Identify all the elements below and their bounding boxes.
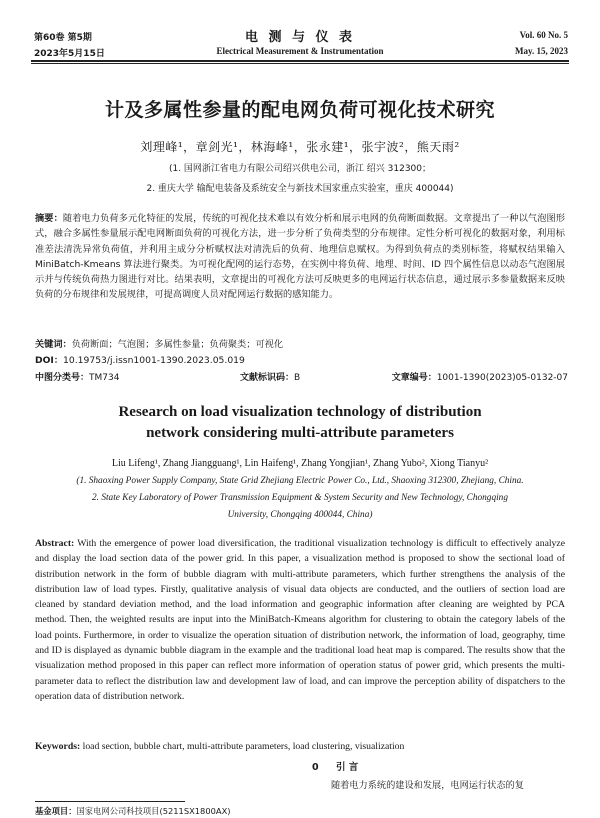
keywords-en-label: Keywords:	[35, 741, 81, 752]
affiliation-en-2: 2. State Key Laboratory of Power Transmission Equipment & System Security and New Technology, Chongqing	[92, 493, 508, 503]
affiliation-en-1: (1. Shaoxing Power Supply Company, State Grid Zhejiang Electric Power Co., Ltd., Shaoxing 312300, Zhejiang, China.	[76, 476, 524, 486]
abstract-cn-label: 摘要：	[35, 213, 63, 224]
article-no-line	[392, 370, 568, 383]
doi-label: DOI：	[35, 355, 64, 366]
abstract-en-label: Abstract:	[35, 538, 75, 549]
doc-code-value: B	[294, 373, 301, 383]
funding-label: 基金项目：	[35, 806, 77, 816]
header-rule	[31, 60, 569, 62]
clc-value: TM734	[89, 373, 120, 383]
paper-title-cn: 计及多属性参量的配电网负荷可视化技术研究	[104, 99, 495, 121]
abstract-cn	[35, 211, 565, 303]
footnote-rule	[35, 801, 185, 802]
doc-code-line	[240, 370, 300, 383]
affiliation-cn-1: (1. 国网浙江省电力有限公司绍兴供电公司，浙江 绍兴 312300；	[168, 164, 432, 174]
clc-line	[35, 370, 119, 383]
header-rule-thin	[31, 63, 569, 64]
abstract-en	[35, 536, 565, 704]
section-number: 0	[312, 762, 319, 773]
header-volume-en: Vol. 60 No. 5	[519, 30, 568, 40]
abstract-cn-text: 随着电力负荷多元化特征的发展，传统的可视化技术难以有效分析和展示电网的负荷断面数据。文章提出了一种以气泡图形式，融合多属性参量展示配电网断面负荷的可视化方法，进一步分析了负荷类型的分布规律。定性分析可视化的数据对象，利用标准差法清洗异常负荷值，并利用主成分分析赋权法对清洗后的负荷、地理信息赋权。为得到负荷点的类别标签，将赋权结果输入 MiniBatch-Kmeans 算法进行聚类。为可视化配网的运行态势，在实例中将负荷、地理、时间、ID 四个属性信息以动态气泡图展示并与传统负荷热力图进行对比。结果表明，文章提出的可视化方法可反映更多的电网运行状态信息，通过展示多参量数据来反映负荷的分布规律和发展规律，可提高调度人员对配网运行数据的感知能力。	[35, 213, 566, 301]
doc-code-label: 文献标识码：	[240, 373, 295, 383]
keywords-en-text: load section, bubble chart, multi-attribute parameters, load clustering, visualization	[82, 741, 405, 752]
article-no-value: 1001-1390(2023)05-0132-07	[436, 373, 568, 383]
doi-line	[35, 353, 565, 368]
funding-text: 国家电网公司科技项目(5211SX1800AX)	[76, 806, 231, 816]
article-no-label: 文章编号：	[391, 373, 437, 383]
section-title: 引 言	[335, 762, 359, 773]
header-journal-cn: 电 测 与 仪 表	[244, 30, 356, 45]
header-date-cn: 2023年5月15日	[34, 49, 105, 59]
keywords-cn	[35, 337, 565, 352]
abstract-en-text: With the emergence of power load diversification, the traditional visualization technology is difficult to effectively analyze and display the load section data of the power grid. In this paper, a visualization method is proposed to show the sectional load of distribution network in the form of bubble diagram with multi-attribute parameters, which further strengthens the analysis of the distribution law of load types. Firstly, qualitative analysis of visual data objects are conducted, and the outliers of section load are cleaned by standard deviation method, and the load information and geographic information after cleaning are weighted by PCA method. Then, the weighted results are input into the MiniBatch-Kmeans algorithm for clustering to obtain the category labels of the load points. Furthermore, in order to visualize the operation situation of distribution network, the information of load, geography, time and ID is displayed as dynamic bubble diagram in the example and the traditional load heat map is compared. The results show that the visualization method proposed in this paper can reflect more information of operation status of power grid, which presents the multi-parameter data to reflect the distribution law and development law of load, and can improve the perception ability of dispatchers to the operation data of distribution network.	[35, 538, 565, 702]
header-journal-en: Electrical Measurement & Instrumentation	[216, 46, 384, 56]
paper-title-en-line-2: network considering multi-attribute parameters	[146, 425, 454, 441]
authors-cn: 刘理峰¹，章剑光¹，林海峰¹，张永建¹，张宇波²，熊天雨²	[140, 140, 460, 154]
keywords-en	[35, 739, 565, 754]
authors-en: Liu Lifeng¹, Zhang Jiangguang¹, Lin Haifeng¹, Zhang Yongjian¹, Zhang Yubo², Xiong Tianyu²	[111, 458, 489, 469]
header-date-en: May. 15, 2023	[515, 46, 568, 56]
section-heading	[312, 759, 358, 773]
intro-first-line: 随着电力系统的建设和发展，电网运行状态的复	[331, 780, 524, 791]
header-volume-cn: 第60卷 第5期	[34, 33, 92, 43]
affiliation-cn-2: 2. 重庆大学 输配电装备及系统安全与新技术国家重点实验室，重庆 400044)	[146, 184, 454, 194]
funding-note	[35, 805, 230, 817]
keywords-cn-text: 负荷断面；气泡图；多属性参量；负荷聚类；可视化	[71, 339, 284, 350]
doi-value[interactable]: 10.19753/j.issn1001-1390.2023.05.019	[63, 355, 245, 366]
clc-label: 中图分类号：	[35, 373, 90, 383]
keywords-cn-label: 关键词：	[35, 339, 72, 350]
affiliation-en-3: University, Chongqing 400044, China)	[227, 510, 373, 520]
paper-title-en-line-1: Research on load visualization technology of distribution	[118, 404, 482, 420]
